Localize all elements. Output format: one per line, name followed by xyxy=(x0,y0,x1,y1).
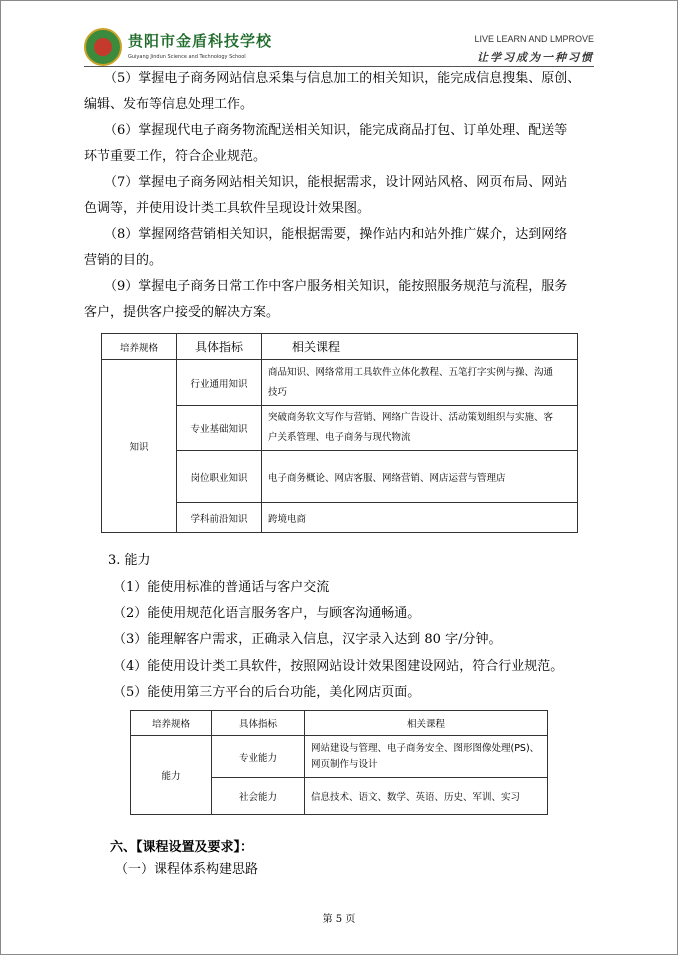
column-header: 培养规格 xyxy=(131,711,212,736)
paragraph-line: （6）掌握现代电子商务物流配送相关知识，能完成商品打包、订单处理、配送等 xyxy=(104,123,568,138)
indicator-cell: 行业通用知识 xyxy=(177,360,262,406)
table-row xyxy=(102,360,578,406)
course-text: 突破商务软文写作与营销、网络广告设计、活动策划组织与实施、客 xyxy=(268,412,554,423)
school-english-name: Guiyang Jindun Science and Technology School xyxy=(128,54,246,60)
column-header: 培养规格 xyxy=(102,334,177,360)
paragraph-line: （7）掌握电子商务网站相关知识，能根据需求，设计网站风格、网页布局、网站 xyxy=(104,175,568,190)
column-header: 相关课程 xyxy=(305,711,548,736)
slogan-english: LIVE LEARN AND LMPROVE xyxy=(474,34,594,44)
column-header: 具体指标 xyxy=(212,711,305,736)
category-cell: 能力 xyxy=(131,736,212,815)
school-emblem-icon xyxy=(84,28,122,66)
table-header-row xyxy=(102,334,578,360)
course-text: 户关系管理、电子商务与现代物流 xyxy=(268,432,411,443)
paragraph-line: 营销的目的。 xyxy=(84,253,163,268)
page-number: 第 5 页 xyxy=(322,914,356,925)
header-divider xyxy=(84,66,594,67)
knowledge-table xyxy=(101,333,578,533)
school-name: 贵阳市金盾科技学校 xyxy=(128,32,273,50)
slogan-chinese: 让学习成为一种习惯 xyxy=(477,51,594,64)
course-text: 网页制作与设计 xyxy=(311,758,378,770)
course-cell xyxy=(262,406,578,451)
ability-item: （2）能使用规范化语言服务客户，与顾客沟通畅通。 xyxy=(113,606,421,621)
ability-item: （5）能使用第三方平台的后台功能，美化网店页面。 xyxy=(113,685,421,700)
course-text: 技巧 xyxy=(268,386,288,398)
section-subtitle: （一）课程体系构建思路 xyxy=(115,862,259,877)
paragraph-line: 色调等，并使用设计类工具软件呈现设计效果图。 xyxy=(84,201,371,216)
course-text: 网站建设与管理、电子商务安全、图形图像处理(PS)、 xyxy=(311,742,540,754)
paragraph-line: （8）掌握网络营销相关知识，能根据需要，操作站内和站外推广媒介，达到网络 xyxy=(104,227,568,242)
ability-item: （4）能使用设计类工具软件，按照网站设计效果图建设网站，符合行业规范。 xyxy=(113,659,564,674)
column-header: 相关课程 xyxy=(262,334,578,360)
course-cell: 跨境电商 xyxy=(262,503,578,533)
paragraph-line: 客户，提供客户接受的解决方案。 xyxy=(84,305,280,320)
indicator-cell: 专业基础知识 xyxy=(177,406,262,451)
course-cell: 信息技术、语文、数学、英语、历史、军训、实习 xyxy=(305,778,548,815)
ability-item: （1）能使用标准的普通话与客户交流 xyxy=(113,580,330,595)
indicator-cell: 岗位职业知识 xyxy=(177,451,262,503)
table-row xyxy=(131,736,548,778)
course-cell: 电子商务概论、网店客服、网络营销、网店运营与管理店 xyxy=(262,451,578,503)
category-cell: 知识 xyxy=(102,360,177,533)
course-cell xyxy=(262,360,578,406)
paragraph-line: （9）掌握电子商务日常工作中客户服务相关知识，能按照服务规范与流程，服务 xyxy=(104,279,568,294)
section-title: 六、【课程设置及要求】： xyxy=(110,840,254,855)
course-cell xyxy=(305,736,548,778)
ability-table xyxy=(130,710,548,815)
paragraph-line: 环节重要工作，符合企业规范。 xyxy=(84,149,267,164)
ability-heading: 3. 能力 xyxy=(108,553,151,568)
indicator-cell: 学科前沿知识 xyxy=(177,503,262,533)
indicator-cell: 专业能力 xyxy=(212,736,305,778)
table-header-row xyxy=(131,711,548,736)
ability-item: （3）能理解客户需求，正确录入信息，汉字录入达到 80 字/分钟。 xyxy=(113,632,502,647)
document-header xyxy=(84,24,594,64)
paragraph-line: （5）掌握电子商务网站信息采集与信息加工的相关知识，能完成信息搜集、原创、 xyxy=(104,71,581,86)
indicator-cell: 社会能力 xyxy=(212,778,305,815)
course-text: 商品知识、网络常用工具软件立体化教程、五笔打字实例与操、沟通 xyxy=(268,366,554,378)
paragraph-line: 编辑、发布等信息处理工作。 xyxy=(84,97,254,112)
column-header: 具体指标 xyxy=(177,334,262,360)
